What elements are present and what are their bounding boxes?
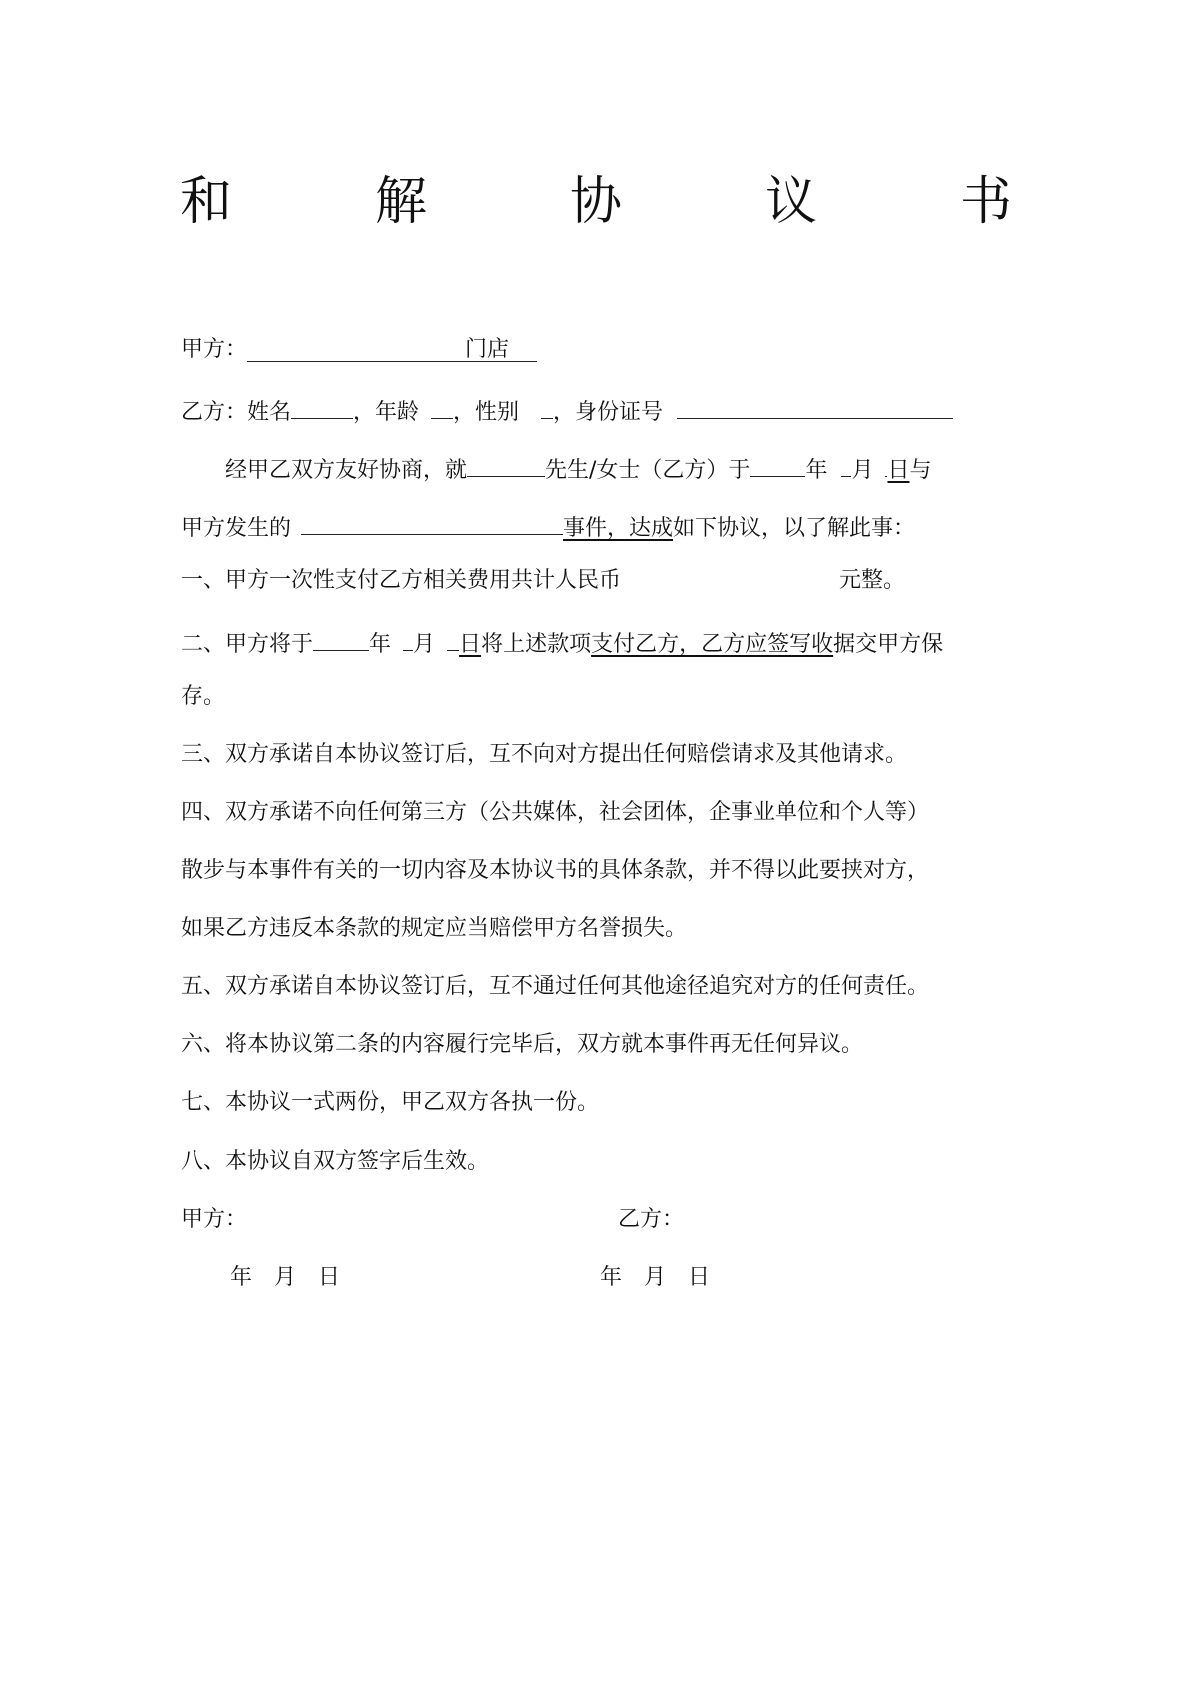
clause-7 — [181, 1088, 599, 1118]
party-b-name-label: 乙方：姓名 — [181, 400, 292, 425]
payment-month-field[interactable] — [403, 624, 413, 651]
party-b-signature[interactable] — [618, 1205, 684, 1235]
payment-year-field[interactable] — [313, 624, 369, 651]
clause-2-text-3: 据交甲方保 — [833, 632, 944, 657]
intro-tail: 与 — [909, 458, 932, 483]
clause-1-text: 一、甲方一次性支付乙方相关费用共计人民币 — [181, 568, 622, 593]
title-char: 书 — [959, 172, 1012, 232]
clause-2-text: 二、甲方将于 — [181, 632, 314, 657]
party-a-signature-label: 甲方： — [181, 1207, 248, 1232]
year-label: 年 — [805, 458, 828, 483]
clause-8 — [181, 1147, 489, 1177]
clause-2-underlined: 支付乙方，乙方应签写收 — [591, 632, 834, 657]
clause-4-line-2: 散步与本事件有关的一切内容及本协议书的具体条款，并不得以此要挟对方， — [181, 858, 930, 883]
intro-line-2 — [181, 508, 916, 541]
clause-1-tail: 元整。 — [839, 568, 906, 593]
clause-4-line-3: 如果乙方违反本条款的规定应当赔偿甲方名誉损失。 — [181, 916, 688, 941]
clause-3 — [181, 740, 907, 770]
year-label: 年 — [369, 632, 392, 657]
intro-text-2: 先生/女士（乙方）于 — [545, 458, 751, 483]
payment-day-field[interactable] — [447, 624, 459, 651]
clause-6-text: 六、将本协议第二条的内容履行完毕后，双方就本事件再无任何异议。 — [181, 1032, 864, 1057]
incident-month-field[interactable] — [841, 450, 851, 477]
title-char: 协 — [569, 172, 622, 232]
clause-7-text: 七、本协议一式两份，甲乙双方各执一份。 — [181, 1090, 600, 1115]
party-a-signature[interactable] — [181, 1205, 247, 1235]
intro2-text: 甲方发生的 — [181, 516, 292, 541]
document-title — [180, 172, 1012, 232]
store-suffix: 门店 — [465, 337, 510, 362]
title-char: 解 — [374, 172, 427, 232]
clause-2 — [181, 624, 944, 657]
clause-5-text: 五、双方承诺自本协议签订后，互不通过任何其他途径追究对方的任何责任。 — [181, 974, 930, 999]
intro2-underlined-text: 事件，达成 — [563, 516, 674, 541]
day-label: 日 — [459, 632, 482, 657]
month-label: 月 — [413, 632, 436, 657]
party-a-line — [181, 335, 537, 365]
month-label: 月 — [851, 458, 874, 483]
gender-label: ，性别 — [453, 400, 520, 425]
party-b-name-field[interactable] — [291, 392, 353, 419]
party-a-label: 甲方： — [181, 337, 248, 362]
id-number-field[interactable] — [677, 392, 953, 419]
day-label: 日 — [887, 458, 910, 483]
party-b-line — [181, 392, 953, 425]
party-a-date[interactable] — [230, 1263, 340, 1293]
party-a-date-text: 年 月 日 — [230, 1265, 341, 1290]
intro-line — [225, 450, 932, 483]
party-a-name-field[interactable] — [247, 335, 537, 362]
intro-text: 经甲乙双方友好协商，就 — [225, 458, 468, 483]
clause-5 — [181, 972, 929, 1002]
clause-4-cont-1 — [181, 856, 929, 886]
clause-4-cont-2 — [181, 914, 687, 944]
clause-6 — [181, 1030, 863, 1060]
title-char: 和 — [180, 172, 233, 232]
clause-3-text: 三、双方承诺自本协议签订后，互不向对方提出任何赔偿请求及其他请求。 — [181, 742, 908, 767]
clause-4-line-1: 四、双方承诺不向任何第三方（公共媒体，社会团体，企事业单位和个人等） — [181, 800, 930, 825]
id-label: ，身份证号 — [553, 400, 664, 425]
party-b-date-text: 年 月 日 — [600, 1265, 711, 1290]
clause-2-continuation: 存。 — [181, 684, 226, 709]
party-b-date[interactable] — [600, 1263, 710, 1293]
clause-1 — [181, 566, 905, 596]
incident-description-field[interactable] — [301, 508, 563, 535]
clause-2-text-2: 将上述款项 — [481, 632, 592, 657]
party-b-signature-label: 乙方： — [618, 1207, 685, 1232]
intro2-text-2: 如下协议，以了解此事： — [673, 516, 916, 541]
clause-8-text: 八、本协议自双方签字后生效。 — [181, 1149, 490, 1174]
person-name-field[interactable] — [467, 450, 545, 477]
gender-field[interactable] — [541, 392, 553, 419]
clause-4 — [181, 798, 929, 828]
age-label: ，年龄 — [353, 400, 420, 425]
title-char: 议 — [764, 172, 817, 232]
incident-year-field[interactable] — [750, 450, 805, 477]
clause-2-cont — [181, 682, 225, 712]
age-field[interactable] — [431, 392, 453, 419]
